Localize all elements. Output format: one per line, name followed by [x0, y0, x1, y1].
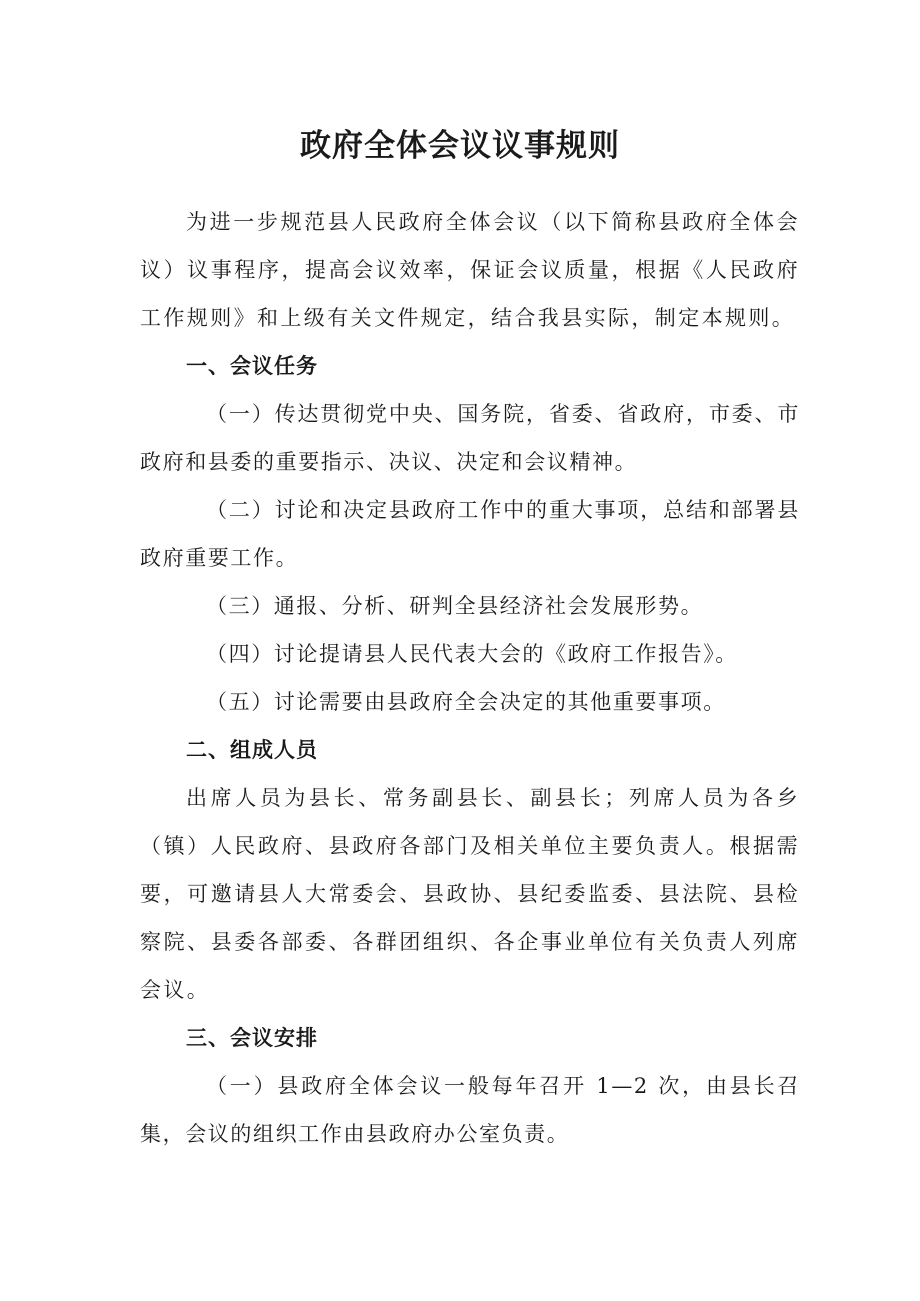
section-heading-tasks: 一、会议任务: [186, 354, 318, 378]
arrangement-item-1: （一）县政府全体会议一般每年召开 1—2 次，由县长召集，会议的组织工作由县政府办公室负责。: [140, 1074, 800, 1146]
task-item-2: （二）讨论和决定县政府工作中的重大事项，总结和部署县政府重要工作。: [140, 498, 800, 570]
document-title: 政府全体会议议事规则: [300, 128, 620, 164]
section-heading-arrangement: 三、会议安排: [186, 1026, 318, 1050]
task-item-1: （一）传达贯彻党中央、国务院，省委、省政府，市委、市政府和县委的重要指示、决议、决定和会议精神。: [140, 402, 800, 474]
task-item-3: （三）通报、分析、研判全县经济社会发展形势。: [206, 594, 704, 618]
section-heading-members: 二、组成人员: [186, 738, 318, 762]
task-item-4: （四）讨论提请县人民代表大会的《政府工作报告》。: [206, 642, 738, 666]
task-item-5: （五）讨论需要由县政府全会决定的其他重要事项。: [206, 690, 726, 714]
intro-paragraph: 为进一步规范县人民政府全体会议（以下简称县政府全体会议）议事程序，提高会议效率，保证会议质量，根据《人民政府工作规则》和上级有关文件规定，结合我县实际，制定本规则。: [140, 210, 800, 330]
document-body: [140, 198, 800, 1158]
members-paragraph: 出席人员为县长、常务副县长、副县长；列席人员为各乡（镇）人民政府、县政府各部门及相关单位主要负责人。根据需要，可邀请县人大常委会、县政协、县纪委监委、县法院、县检察院、县委各部委、各群团组织、各企事业单位有关负责人列席会议。: [140, 786, 800, 1002]
